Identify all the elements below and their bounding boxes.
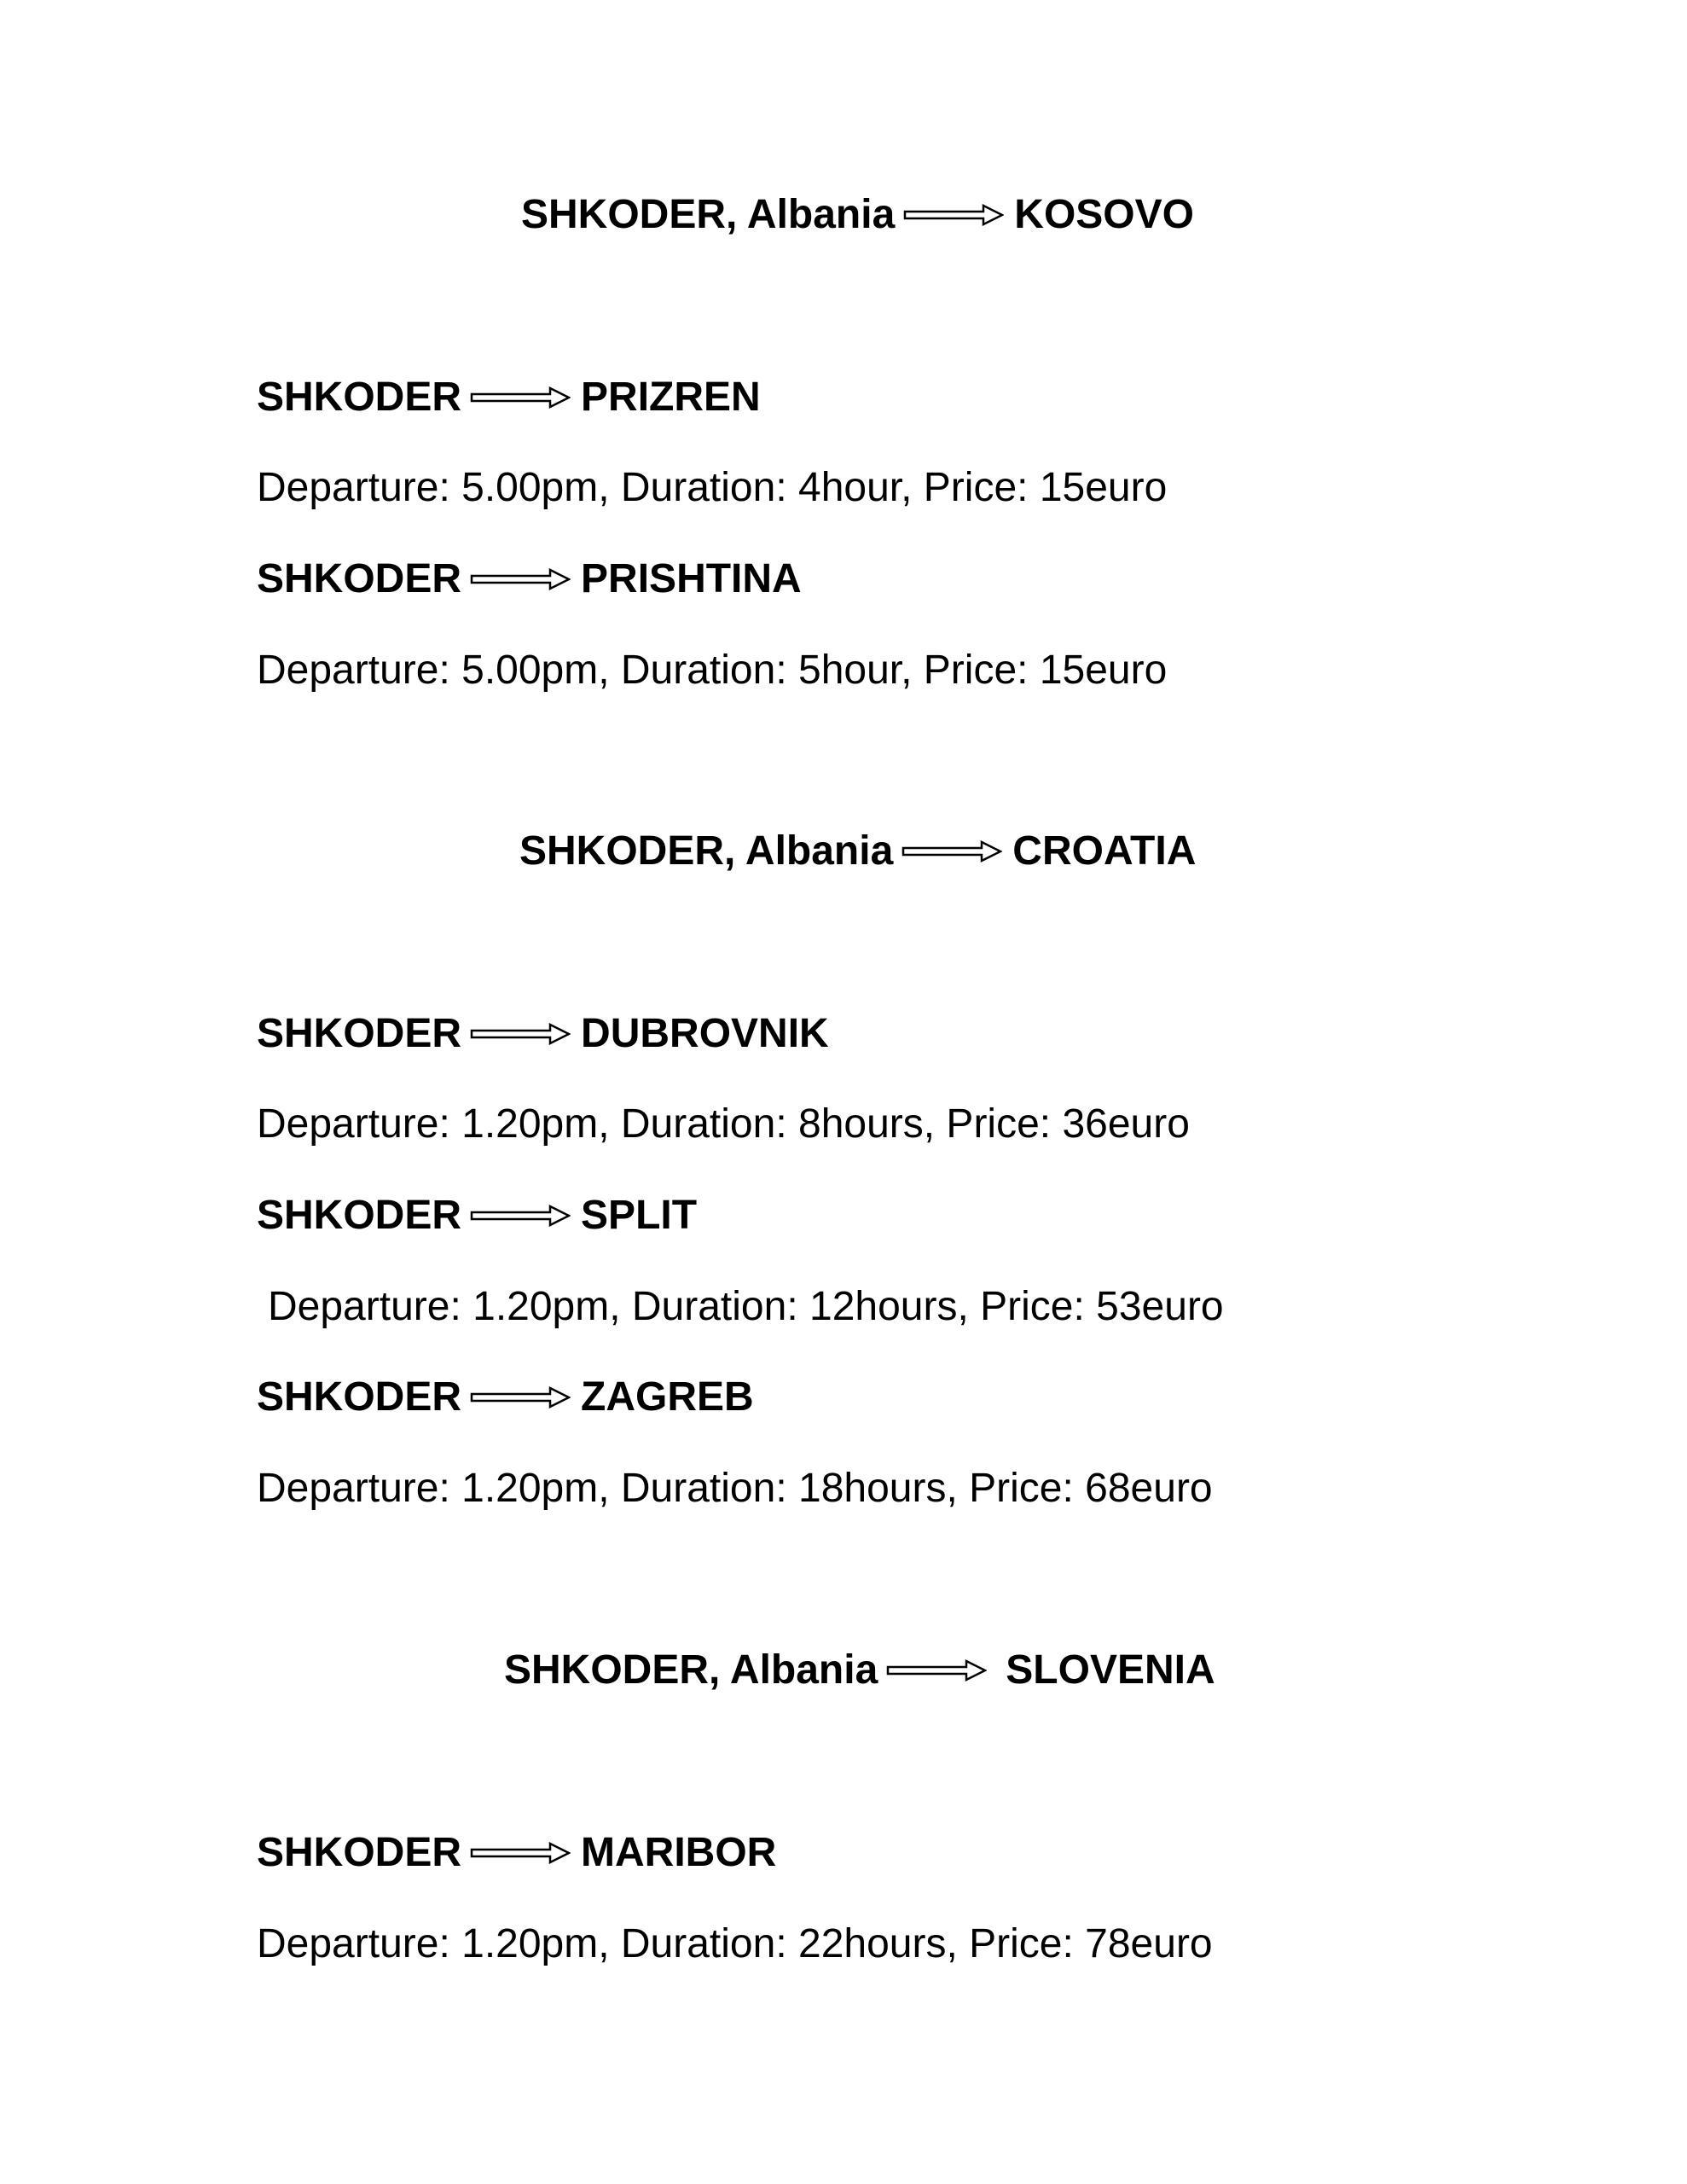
route-split: [257, 1195, 697, 1236]
route-details: Departure: 1.20pm, Duration: 18hours, Price: 68euro: [257, 1466, 1213, 1511]
heading-origin: SHKODER, Albania: [504, 1647, 878, 1693]
section-heading-kosovo: [521, 192, 1194, 237]
right-arrow-icon: [903, 204, 1004, 226]
heading-destination: CROATIA: [1012, 828, 1197, 874]
route-to: SPLIT: [581, 1193, 698, 1238]
route-to: ZAGREB: [581, 1374, 754, 1420]
route-to: PRISHTINA: [581, 556, 802, 601]
route-details: Departure: 1.20pm, Duration: 22hours, Price: 78euro: [257, 1921, 1213, 1966]
route-to: DUBROVNIK: [581, 1011, 829, 1056]
right-arrow-icon: [470, 1386, 571, 1409]
right-arrow-icon: [470, 1205, 571, 1227]
section-heading-croatia: [519, 828, 1197, 874]
heading-origin: SHKODER, Albania: [521, 192, 896, 237]
route-to: MARIBOR: [581, 1830, 777, 1875]
right-arrow-icon: [470, 1023, 571, 1045]
right-arrow-icon: [470, 568, 571, 590]
right-arrow-icon: [901, 840, 1002, 863]
route-details: Departure: 1.20pm, Duration: 8hours, Price: 36euro: [257, 1101, 1190, 1147]
route-from: SHKODER: [257, 1830, 462, 1875]
route-from: SHKODER: [257, 1374, 462, 1420]
route-from: SHKODER: [257, 1011, 462, 1056]
heading-destination: KOSOVO: [1014, 192, 1194, 237]
right-arrow-icon: [470, 1842, 571, 1864]
route-prizren: [257, 377, 761, 418]
heading-destination: SLOVENIA: [1006, 1647, 1215, 1693]
heading-origin: SHKODER, Albania: [519, 828, 894, 874]
section-heading-slovenia: [504, 1647, 1215, 1693]
route-details: Departure: 5.00pm, Duration: 4hour, Price: 15euro: [257, 465, 1168, 510]
route-zagreb: [257, 1374, 754, 1420]
right-arrow-icon: [886, 1659, 987, 1682]
route-maribor: [257, 1830, 777, 1875]
route-prishtina: [257, 556, 802, 601]
route-details: Departure: 5.00pm, Duration: 5hour, Price: 15euro: [257, 648, 1168, 693]
route-details: Departure: 1.20pm, Duration: 12hours, Price: 53euro: [268, 1284, 1224, 1329]
right-arrow-icon: [470, 386, 571, 409]
route-from: SHKODER: [257, 556, 462, 601]
route-dubrovnik: [257, 1011, 829, 1056]
route-from: SHKODER: [257, 375, 462, 420]
route-from: SHKODER: [257, 1193, 462, 1238]
route-to: PRIZREN: [581, 375, 761, 420]
